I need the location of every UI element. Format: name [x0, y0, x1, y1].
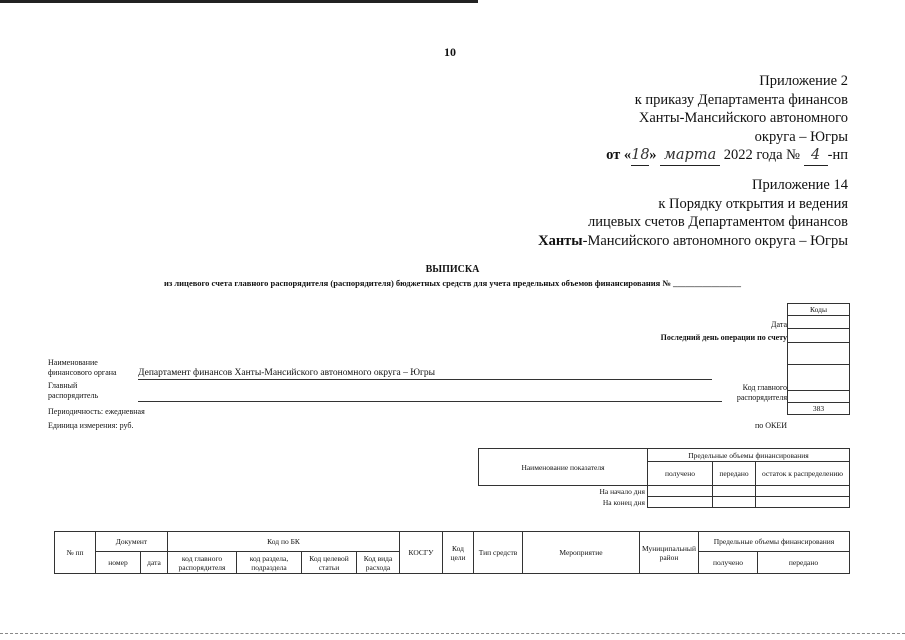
- manager-value-line: [138, 392, 722, 402]
- order-year: 2022 года №: [723, 147, 801, 163]
- col-target-code: Код целевой статьи: [302, 552, 357, 574]
- col-purpose-code: Код цели: [443, 532, 474, 574]
- appendix-14-line4-bold: Ханты: [538, 232, 583, 249]
- col-received: получено: [699, 552, 758, 574]
- fin-org-label: [48, 358, 117, 378]
- manager-code-label: [737, 383, 787, 403]
- row-end-label: На конец дня: [602, 497, 645, 507]
- row-end-received: [648, 497, 713, 508]
- order-prefix: от «: [606, 147, 632, 163]
- order-month: марта: [660, 146, 720, 166]
- col-event: Мероприятие: [523, 532, 640, 574]
- col-section-code: код раздела, подраздела: [237, 552, 302, 574]
- date-label: Дата: [771, 320, 787, 329]
- codes-blank-cell: [788, 343, 850, 365]
- received-header: получено: [648, 462, 713, 486]
- indicator-header: Наименование показателя: [479, 449, 648, 486]
- appendix-14-line4-rest: -Мансийского автономного округа – Югры: [582, 232, 848, 249]
- row-start-remainder: [756, 486, 850, 497]
- col-bk-code: Код по БК: [168, 532, 400, 552]
- main-table: [54, 531, 850, 574]
- appendix-2-line4: округа – Югры: [754, 128, 848, 145]
- scan-bottom-edge: [0, 633, 905, 634]
- codes-last-op-cell: [788, 329, 850, 343]
- col-municipality: Муниципальный район: [640, 532, 699, 574]
- last-op-label: Последний день операции по счету: [660, 333, 787, 342]
- codes-table: [787, 303, 850, 415]
- transferred-header: передано: [713, 462, 756, 486]
- summary-table: [478, 448, 850, 508]
- order-number: 4: [804, 146, 828, 166]
- appendix-14-line2: к Порядку открытия и ведения: [658, 195, 848, 212]
- col-document: Документ: [96, 532, 168, 552]
- page-number: 10: [444, 45, 456, 59]
- row-start-received: [648, 486, 713, 497]
- manager-code-label-1: Код главного: [742, 383, 787, 392]
- manager-code-label-2: распорядителя: [736, 393, 787, 402]
- row-start-label: На начало дня: [599, 486, 645, 496]
- unit: Единица измерения: руб.: [48, 421, 134, 430]
- limits-header: Предельные объемы финансирования: [648, 449, 850, 462]
- fin-org-label-1: Наименование: [48, 358, 98, 367]
- col-doc-number: номер: [96, 552, 141, 574]
- manager-label: [48, 381, 98, 401]
- fin-org-label-2: финансового органа: [48, 368, 117, 377]
- codes-header: Коды: [788, 304, 850, 316]
- appendix-14-line1: Приложение 14: [752, 177, 848, 193]
- manager-label-2: распорядитель: [48, 391, 99, 400]
- row-start-transferred: [713, 486, 756, 497]
- col-main-manager-code: код главного распорядителя: [168, 552, 237, 574]
- appendix-2-block: [606, 72, 848, 166]
- col-kosgu: КОСГУ: [400, 532, 443, 574]
- order-line: [606, 146, 848, 166]
- document-subtitle: из лицевого счета главного распорядителя (распорядителя) бюджетных средств для учета предельных объемов финансирования № ________________: [163, 278, 742, 288]
- col-expense-code: Код вида расхода: [357, 552, 400, 574]
- periodicity: Периодичность: ежедневная: [48, 407, 145, 416]
- row-end-remainder: [756, 497, 850, 508]
- col-funds-type: Тип средств: [474, 532, 523, 574]
- codes-manager-cell: [788, 365, 850, 391]
- codes-date-cell: [788, 316, 850, 329]
- scan-top-edge: [0, 0, 478, 3]
- document-title: ВЫПИСКА: [425, 264, 480, 275]
- row-end-transferred: [713, 497, 756, 508]
- appendix-2-line3: Ханты-Мансийского автономного: [638, 110, 848, 126]
- col-num: № пп: [55, 532, 96, 574]
- appendix-14-block: [538, 176, 848, 250]
- appendix-14-line4: [538, 232, 848, 251]
- col-transferred: передано: [758, 552, 850, 574]
- okei-label: по ОКЕИ: [754, 421, 787, 430]
- manager-label-1: Главный: [48, 381, 78, 390]
- appendix-2-line2: к приказу Департамента финансов: [634, 91, 848, 108]
- remainder-header: остаток к распределению: [756, 462, 850, 486]
- order-quote: »: [649, 147, 657, 163]
- appendix-2-line1: Приложение 2: [759, 73, 848, 89]
- appendix-14-line3: лицевых счетов Департаментом финансов: [587, 214, 848, 230]
- fin-org-value: Департамент финансов Ханты-Мансийского автономного округа – Югры: [138, 368, 712, 380]
- order-suffix: -нп: [827, 147, 848, 163]
- codes-period-cell: [788, 391, 850, 403]
- codes-okei-cell: 383: [788, 403, 850, 415]
- order-day: 18: [631, 146, 649, 166]
- col-limits: Предельные объемы финансирования: [699, 532, 850, 552]
- col-doc-date: дата: [141, 552, 168, 574]
